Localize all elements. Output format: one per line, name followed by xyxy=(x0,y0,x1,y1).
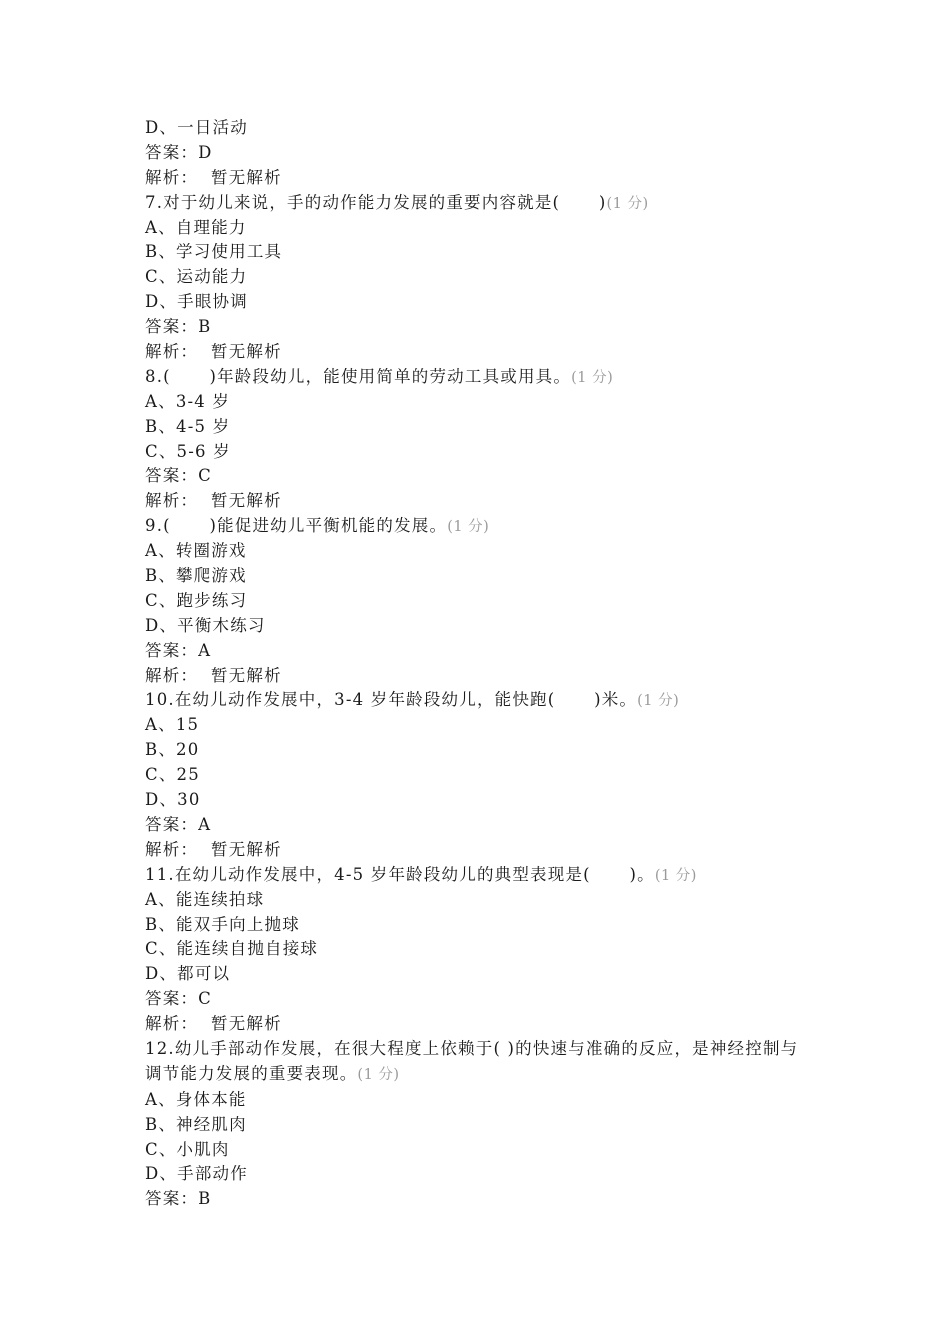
question-12: 12.幼儿手部动作发展，在很大程度上依赖于( )的快速与准确的反应，是神经控制与调节能力发展的重要表现。(1 分) xyxy=(145,1038,799,1083)
option-line: D、手部动作 xyxy=(145,1164,248,1184)
document-page xyxy=(145,116,815,1212)
option-line: B、攀爬游戏 xyxy=(145,566,247,586)
option-line: A、身体本能 xyxy=(145,1089,247,1109)
option-line: B、能双手向上抛球 xyxy=(145,914,300,934)
option-line: A、自理能力 xyxy=(145,217,247,237)
option-line: A、能连续拍球 xyxy=(145,889,265,909)
answer-line: 答案：C xyxy=(145,989,212,1009)
option-line: C、运动能力 xyxy=(145,267,248,287)
analysis-line: 解析： 暂无解析 xyxy=(145,167,282,187)
question-8: 8.( )年龄段幼儿，能使用简单的劳动工具或用具。(1 分) xyxy=(145,366,614,386)
analysis-line: 解析： 暂无解析 xyxy=(145,1014,282,1034)
question-7: 7.对于幼儿来说，手的动作能力发展的重要内容就是( )(1 分) xyxy=(145,192,649,212)
option-line: B、4-5 岁 xyxy=(145,416,231,436)
option-line: C、能连续自抛自接球 xyxy=(145,939,319,959)
answer-line: 答案：A xyxy=(145,640,212,660)
question-10: 10.在幼儿动作发展中，3-4 岁年龄段幼儿，能快跑( )米。(1 分) xyxy=(145,690,680,710)
score-label: (1 分) xyxy=(654,867,697,884)
score-label: (1 分) xyxy=(637,693,680,710)
option-line: A、转圈游戏 xyxy=(145,541,247,561)
score-label: (1 分) xyxy=(571,369,614,386)
question-11: 11.在幼儿动作发展中，4-5 岁年龄段幼儿的典型表现是( )。(1 分) xyxy=(145,864,697,884)
question-9: 9.( )能促进幼儿平衡机能的发展。(1 分) xyxy=(145,516,490,536)
answer-line: 答案：A xyxy=(145,814,212,834)
option-line: C、25 xyxy=(145,765,200,785)
option-line: C、跑步练习 xyxy=(145,590,248,610)
option-line: D、30 xyxy=(145,790,201,810)
option-line: A、3-4 岁 xyxy=(145,391,231,411)
answer-line: 答案：D xyxy=(145,142,213,162)
analysis-line: 解析： 暂无解析 xyxy=(145,839,282,859)
option-line: D、一日活动 xyxy=(145,118,248,137)
option-line: B、神经肌肉 xyxy=(145,1114,247,1134)
answer-line: 答案：C xyxy=(145,466,212,486)
score-label: (1 分) xyxy=(357,1066,400,1083)
analysis-line: 解析： 暂无解析 xyxy=(145,342,282,362)
option-line: C、5-6 岁 xyxy=(145,441,231,461)
option-line: D、手眼协调 xyxy=(145,292,248,312)
answer-line: 答案：B xyxy=(145,317,212,337)
analysis-line: 解析： 暂无解析 xyxy=(145,491,282,511)
answer-line: 答案：B xyxy=(145,1189,212,1209)
option-line: B、20 xyxy=(145,740,200,760)
score-label: (1 分) xyxy=(447,519,490,536)
analysis-line: 解析： 暂无解析 xyxy=(145,665,282,685)
option-line: D、都可以 xyxy=(145,964,231,984)
score-label: (1 分) xyxy=(606,195,649,212)
option-line: D、平衡木练习 xyxy=(145,615,266,635)
option-line: B、学习使用工具 xyxy=(145,242,283,262)
option-line: A、15 xyxy=(145,715,200,735)
option-line: C、小肌肉 xyxy=(145,1139,230,1159)
